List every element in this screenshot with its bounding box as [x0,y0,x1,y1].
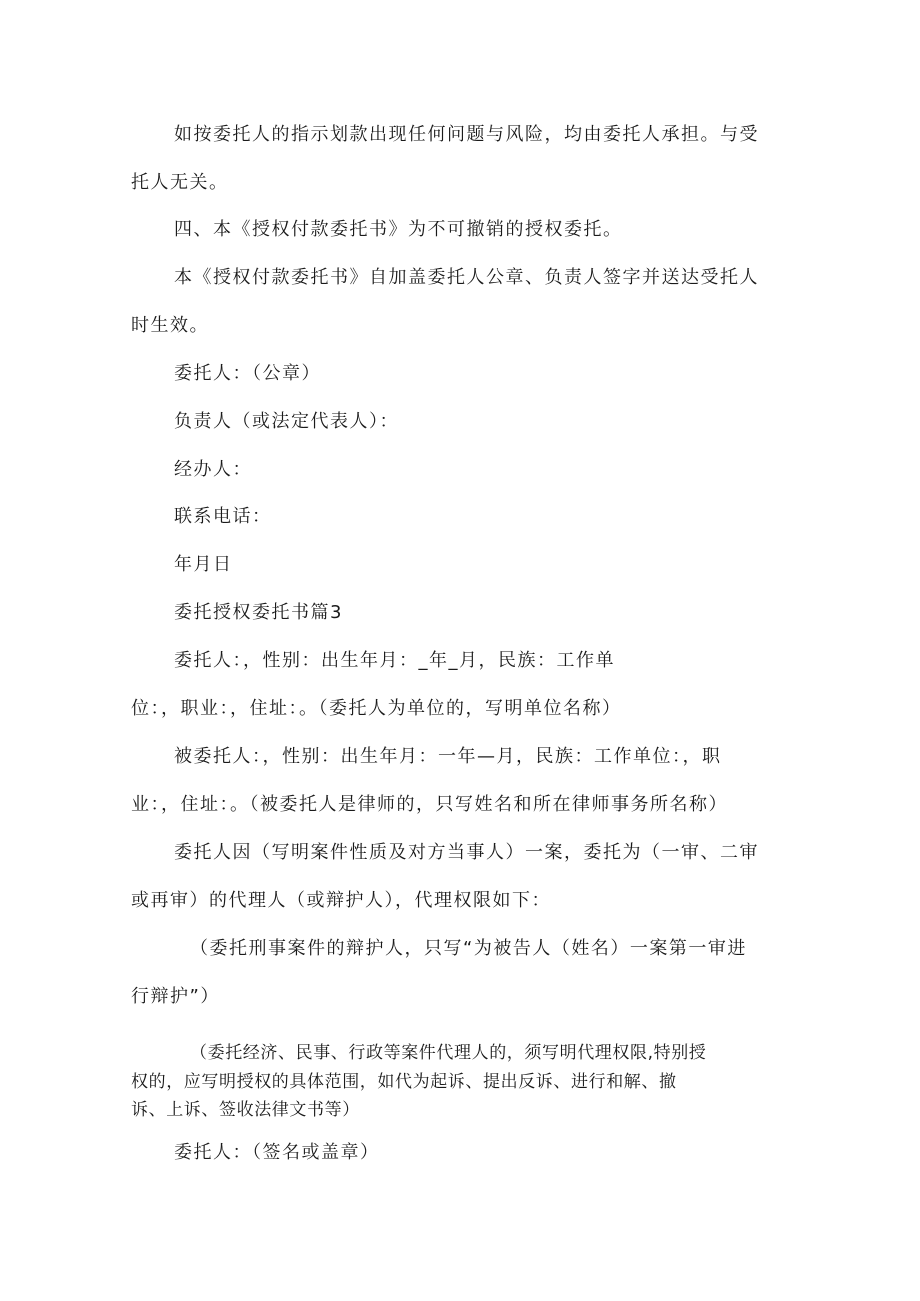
paragraph-line: 委托人：（公章） [174,363,321,384]
paragraph-line: 业：，住址：。（被委托人是律师的，只写姓名和所在律师事务所名称） [131,794,728,815]
paragraph-line: （委托经济、民事、行政等案件代理人的，须写明代理权限,特别授 [190,1043,707,1063]
paragraph-line: （委托刑事案件的辩护人，只写“为被告人（姓名）一案第一审进 [190,938,747,959]
paragraph-line: 委托人：，性别：出生年月：_年_月，民族：工作单 [174,650,615,671]
paragraph-line: 时生效。 [131,315,209,336]
paragraph-line: 联系电话： [174,506,272,527]
paragraph-line: 年月日 [174,554,233,575]
paragraph-line: 本《授权付款委托书》自加盖委托人公章、负责人签字并送达受托人 [174,267,759,288]
signature-line: 委托人：（签名或盖章） [174,1142,380,1163]
paragraph-line: 被委托人：，性别：出生年月：一年—月，民族：工作单位：，职 [174,746,722,767]
paragraph-line: 负责人（或法定代表人）： [174,411,399,432]
paragraph-line: 或再审）的代理人（或辩护人），代理权限如下： [131,890,551,911]
paragraph-line: 四、本《授权付款委托书》为不可撤销的授权委托。 [174,219,623,240]
paragraph-line: 行辩护”） [131,986,220,1007]
paragraph-line: 托人无关。 [131,172,229,193]
paragraph-line: 权的，应写明授权的具体范围，如代为起诉、提出反诉、进行和解、撤 [131,1072,677,1092]
paragraph-line: 位：，职业：，住址：。（委托人为单位的，写明单位名称） [131,698,622,719]
paragraph-line: 委托人因（写明案件性质及对方当事人）一案，委托为（一审、二审 [174,842,759,863]
paragraph-line: 诉、上诉、签收法律文书等） [131,1100,360,1120]
paragraph-line: 经办人： [174,459,252,480]
paragraph-line: 如按委托人的指示划款出现任何问题与风险，均由委托人承担。与受 [174,124,759,145]
section-heading: 委托授权委托书篇3 [174,602,343,623]
